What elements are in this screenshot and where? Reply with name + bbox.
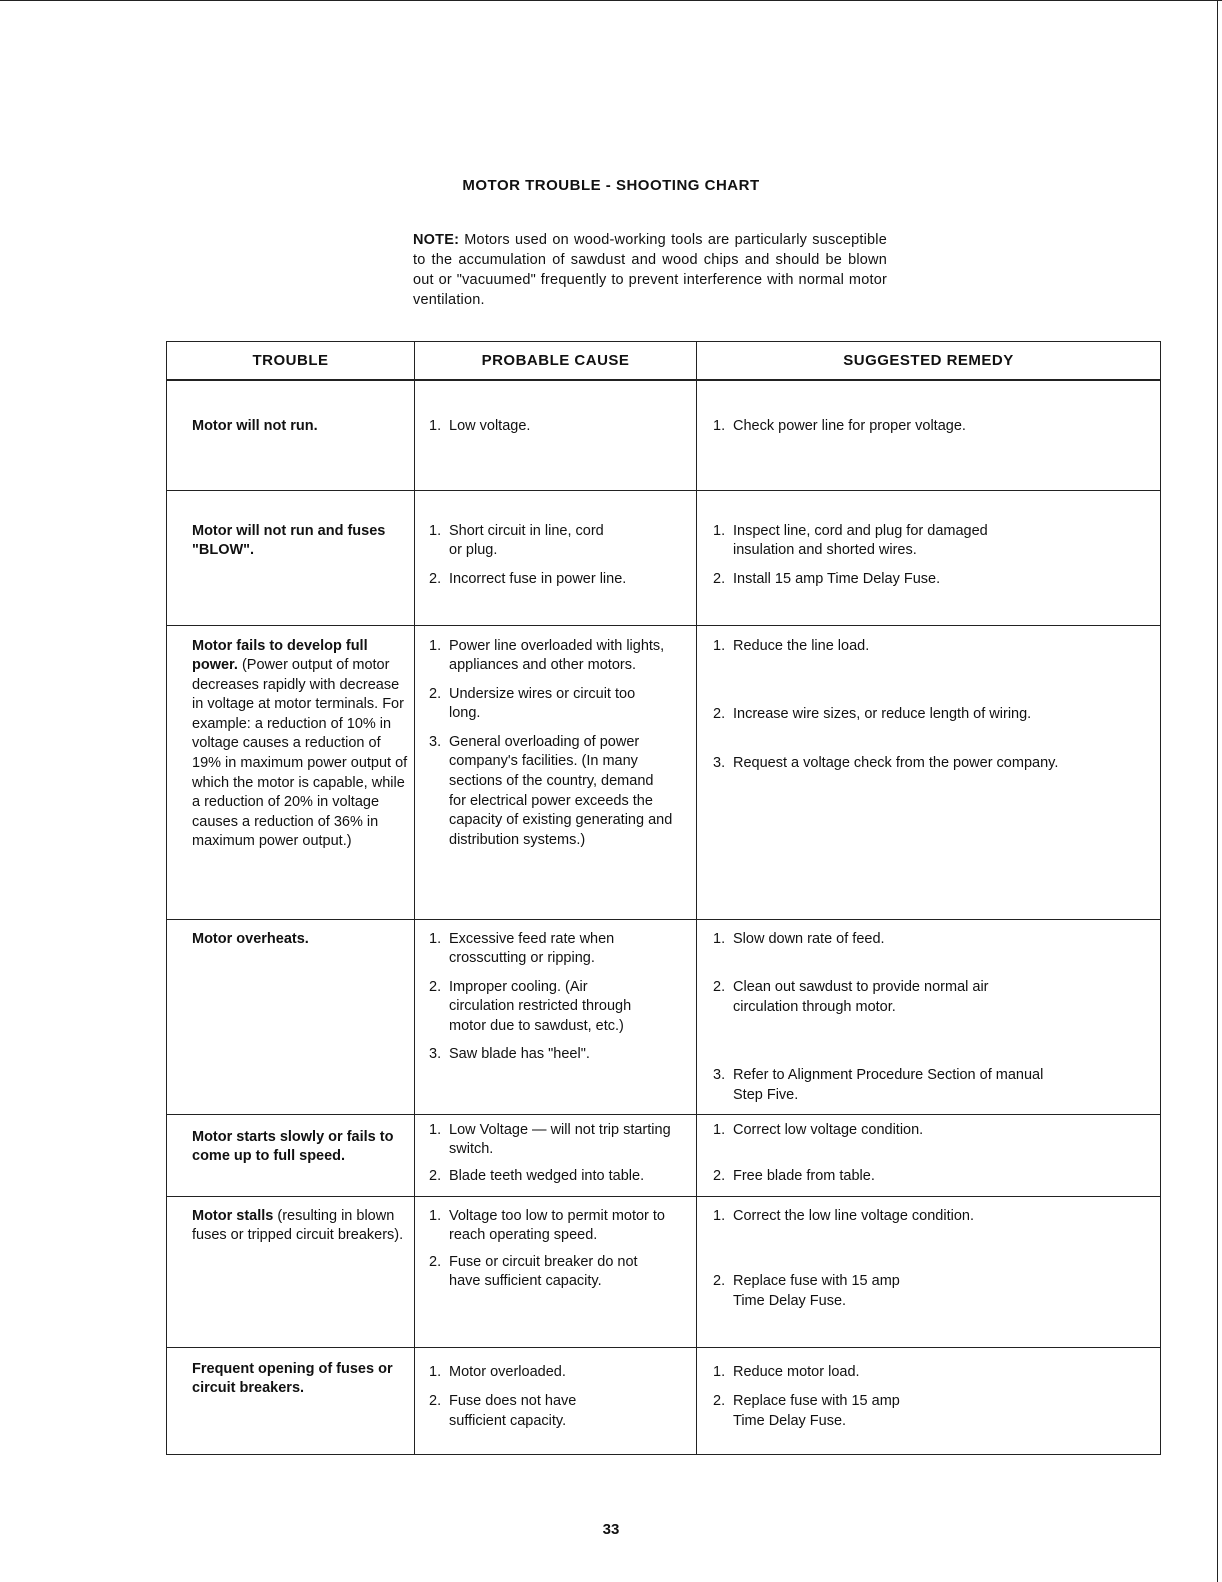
cause-item: 2. Fuse does not have sufficient capacity. — [429, 1393, 577, 1429]
table-row — [167, 1347, 1161, 1454]
trouble-cell — [167, 1114, 415, 1196]
remedy-cell — [697, 1347, 1161, 1454]
trouble-title: Motor fails to develop full power. — [192, 637, 368, 674]
cause-cell — [415, 1196, 697, 1347]
table-row — [167, 625, 1161, 919]
cause-item: 1. Excessive feed rate when crosscutting or ripping. — [429, 930, 615, 967]
trouble-title: Motor stalls — [192, 1207, 274, 1224]
cause-item: 1. Low Voltage — will not trip starting switch. — [429, 1121, 671, 1158]
note-paragraph — [413, 230, 887, 310]
header-trouble: TROUBLE — [167, 342, 415, 381]
remedy-cell — [697, 1114, 1161, 1196]
remedy-item: 2. Free blade from table. — [713, 1168, 875, 1185]
cause-item: 2. Undersize wires or circuit too long. — [429, 685, 636, 722]
page-top-border — [0, 0, 1222, 1]
note-text: Motors used on wood-working tools are particularly susceptible to the accumulation of sawdust and wood chips and should be blown out or "vacuumed" frequently to prevent interference with normal motor ventilation. — [413, 232, 887, 308]
cause-cell — [415, 1347, 697, 1454]
cause-item: 1. Power line overloaded with lights, appliances and other motors. — [429, 637, 665, 674]
remedy-cell — [697, 1196, 1161, 1347]
remedy-item: 1. Check power line for proper voltage. — [713, 418, 966, 434]
cause-cell — [415, 490, 697, 625]
table-row — [167, 919, 1161, 1114]
remedy-item: 2. Increase wire sizes, or reduce length of wiring. — [713, 706, 1032, 723]
remedy-item: 1. Inspect line, cord and plug for damaged insulation and shorted wires. — [713, 522, 988, 559]
trouble-cell — [167, 625, 415, 919]
remedy-item: 2. Replace fuse with 15 amp Time Delay Fuse. — [713, 1393, 900, 1429]
trouble-shooting-table — [166, 341, 1161, 1455]
cause-item: 1. Short circuit in line, cord or plug. — [429, 522, 604, 559]
trouble-title: Motor will not run and fuses "BLOW". — [192, 522, 386, 559]
remedy-cell — [697, 625, 1161, 919]
remedy-cell — [697, 919, 1161, 1114]
cause-item: 2. Incorrect fuse in power line. — [429, 570, 627, 587]
trouble-title: Frequent opening of fuses or circuit breakers. — [192, 1360, 393, 1397]
page-title: MOTOR TROUBLE - SHOOTING CHART — [462, 177, 760, 194]
remedy-cell — [697, 490, 1161, 625]
remedy-item: 3. Request a voltage check from the power company. — [713, 754, 1059, 771]
table-row — [167, 1196, 1161, 1347]
remedy-item: 3. Refer to Alignment Procedure Section of manual Step Five. — [713, 1067, 1044, 1103]
cause-cell — [415, 919, 697, 1114]
cause-cell — [415, 1114, 697, 1196]
cause-item: 1. Low voltage. — [429, 418, 531, 434]
remedy-item: 2. Clean out sawdust to provide normal air circulation through motor. — [713, 979, 989, 1015]
note-label: NOTE: — [413, 232, 460, 248]
header-suggested-remedy: SUGGESTED REMEDY — [697, 342, 1161, 381]
cause-item: 2. Improper cooling. (Air circulation restricted through motor due to sawdust, etc.) — [429, 978, 632, 1034]
cause-item: 1. Motor overloaded. — [429, 1363, 566, 1380]
header-probable-cause: PROBABLE CAUSE — [415, 342, 697, 381]
cause-cell — [415, 625, 697, 919]
remedy-item: 1. Correct the low line voltage condition. — [713, 1207, 974, 1224]
remedy-item: 1. Slow down rate of feed. — [713, 930, 885, 947]
trouble-title: Motor starts slowly or fails to come up to full speed. — [192, 1128, 394, 1165]
table-row — [167, 1114, 1161, 1196]
trouble-detail: (resulting in blown fuses or tripped circuit breakers). — [192, 1207, 404, 1244]
remedy-item: 1. Reduce motor load. — [713, 1363, 860, 1380]
cause-item: 3. Saw blade has "heel". — [429, 1046, 590, 1063]
trouble-cell — [167, 490, 415, 625]
trouble-cell — [167, 1347, 415, 1454]
remedy-item: 1. Correct low voltage condition. — [713, 1121, 924, 1138]
trouble-cell — [167, 919, 415, 1114]
cause-item: 1. Voltage too low to permit motor to reach operating speed. — [429, 1207, 665, 1244]
cause-item: 3. General overloading of power company's facilities. (In many sections of the country, demand for electrical power exceeds the capacity of existing generating and distribution systems.) — [429, 733, 673, 848]
trouble-title: Motor will not run. — [192, 418, 318, 434]
table-header-row — [167, 342, 1161, 381]
remedy-item: 2. Install 15 amp Time Delay Fuse. — [713, 570, 941, 587]
remedy-item: 2. Replace fuse with 15 amp Time Delay Fuse. — [713, 1273, 900, 1309]
remedy-item: 1. Reduce the line load. — [713, 637, 870, 654]
cause-item: 2. Fuse or circuit breaker do not have sufficient capacity. — [429, 1253, 638, 1290]
cause-item: 2. Blade teeth wedged into table. — [429, 1167, 645, 1184]
trouble-title: Motor overheats. — [192, 930, 309, 947]
trouble-cell — [167, 380, 415, 490]
table-row — [167, 490, 1161, 625]
remedy-cell — [697, 380, 1161, 490]
trouble-cell — [167, 1196, 415, 1347]
page-right-border — [1217, 0, 1218, 1582]
page-number: 33 — [602, 1521, 620, 1538]
table-row — [167, 380, 1161, 490]
cause-cell — [415, 380, 697, 490]
trouble-detail: (Power output of motor decreases rapidly with decrease in voltage at motor terminals. For example: a reduction of 10% in voltage causes a reduction of 19% in maximum power output of which the motor is capable, while a reduction of 20% in voltage causes a reduction of 36% in maximum power output.) — [192, 657, 408, 850]
